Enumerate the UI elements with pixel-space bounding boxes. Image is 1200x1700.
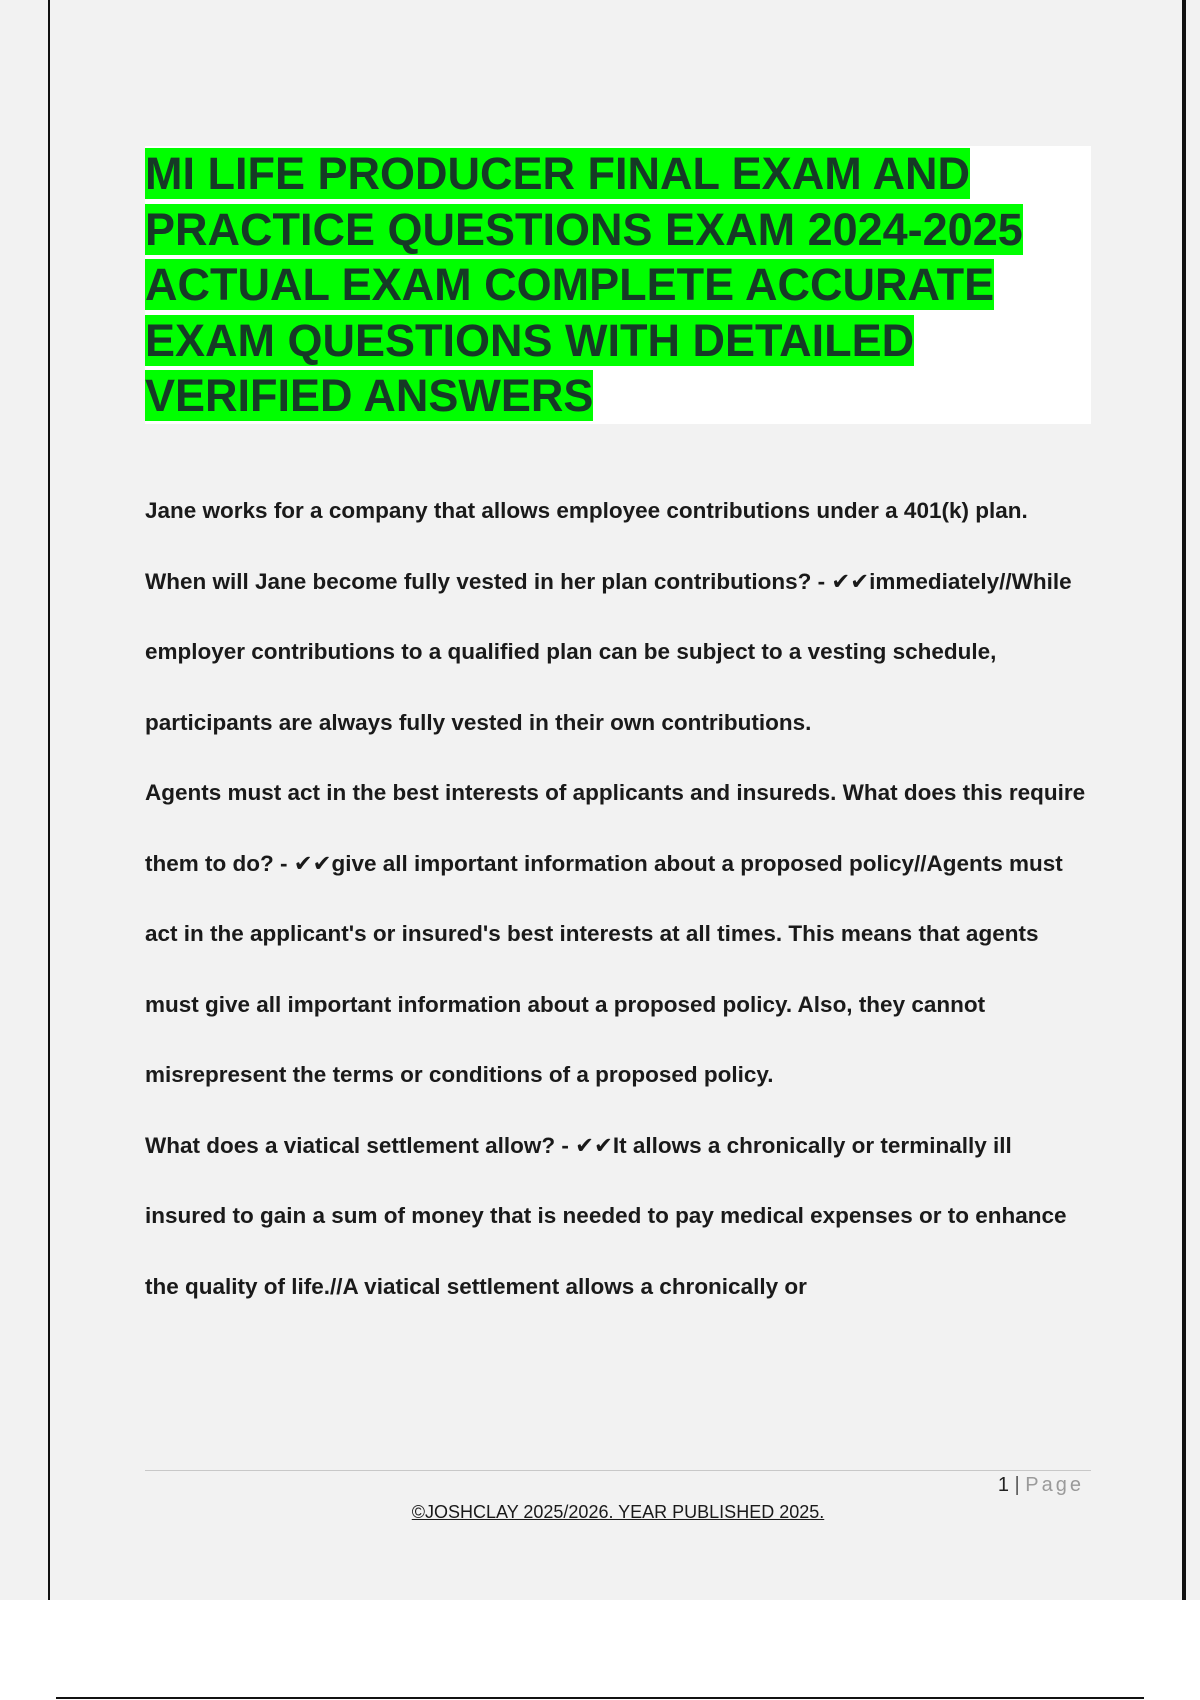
document-title-highlight: MI LIFE PRODUCER FINAL EXAM AND PRACTICE QUESTIONS EXAM 2024-2025 ACTUAL EXAM COMPLETE ACCURATE EXAM QUESTIONS WITH DETAILED VERIFIED ANSWERS: [145, 148, 1023, 422]
document-body: [145, 476, 1095, 1322]
question-text: Jane works for a company that allows employee contributions under a 401(k) plan. When will Jane become fully vested in her plan contributions? -: [145, 498, 1028, 594]
footer-divider: [145, 1470, 1091, 1471]
checkmark-icon: ✔✔: [831, 568, 870, 595]
copyright-notice: ©JOSHCLAY 2025/2026. YEAR PUBLISHED 2025.: [411, 1502, 825, 1522]
document-title: [145, 146, 1091, 424]
page-number-label: Page: [1025, 1474, 1084, 1496]
page-border-left: [48, 0, 50, 1600]
page-border-right: [1182, 0, 1186, 1600]
checkmark-icon: ✔✔: [293, 850, 332, 877]
qa-item: [145, 476, 1095, 758]
checkmark-icon: ✔✔: [575, 1132, 613, 1159]
page-number-separator: |: [1014, 1474, 1020, 1496]
qa-item: [145, 1111, 1095, 1323]
answer-text: immediately//While employer contributions to a qualified plan can be subject to a vesting schedule, participants are always fully vested in their own contributions.: [145, 568, 1072, 735]
question-text: Agents must act in the best interests of applicants and insureds. What does this require them to do? -: [145, 780, 1086, 876]
page-number: [980, 1474, 1084, 1497]
qa-item: [145, 758, 1095, 1111]
answer-text: It allows a chronically or terminally ill insured to gain a sum of money that is needed to pay medical expenses or to enhance the quality of life.//A viatical settlement allows a chronically or: [145, 1132, 1067, 1299]
page-number-value: 1: [997, 1474, 1009, 1496]
question-text: What does a viatical settlement allow? -: [145, 1132, 569, 1158]
answer-text: give all important information about a proposed policy//Agents must act in the applicant's or insured's best interests at all times. This means that agents must give all important information about a proposed policy. Also, they cannot misrepresent the terms or conditions of a proposed policy.: [145, 850, 1063, 1087]
title-block: [145, 146, 1091, 424]
next-page-edge: [56, 1697, 1144, 1699]
